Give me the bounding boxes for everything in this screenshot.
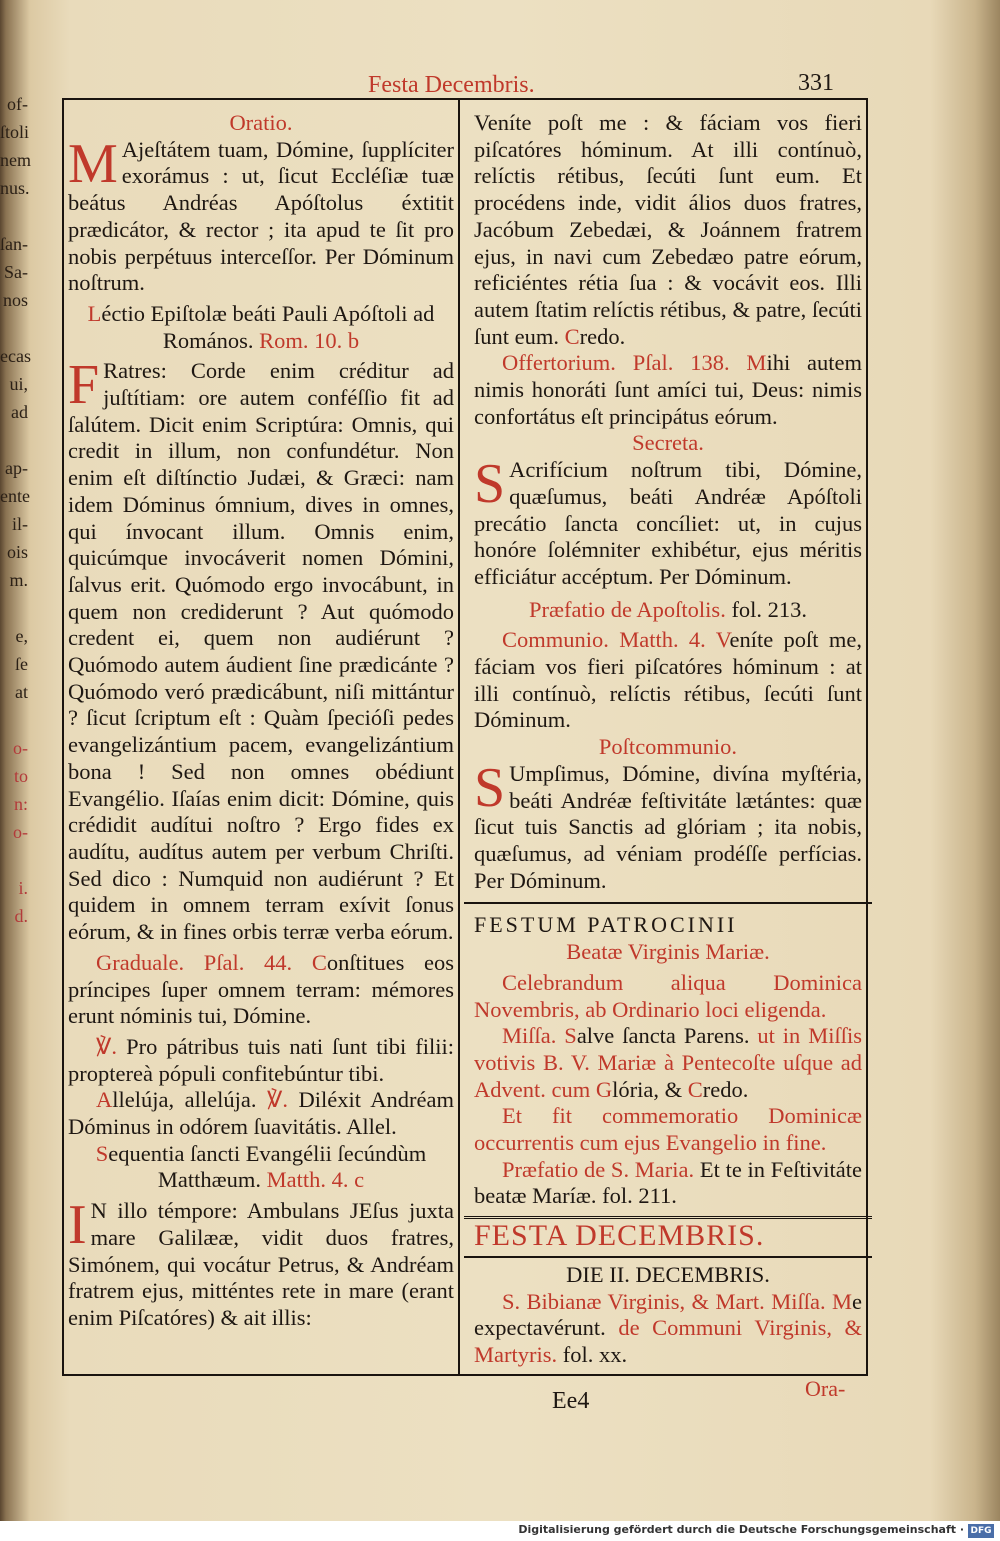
margin-fragment xyxy=(0,426,30,454)
gloria-text: lória, & xyxy=(612,1076,683,1102)
postcommunio-text: Umpſimus, Dómine, divína myſtéria, beáti Andréæ feſtivitáte lætántes: quæ ſicut tuis Sanctis ad glóriam ; ita nobis, quæſumus, ad véniam prodéſſe perfícias. Per Dóminum. xyxy=(474,760,862,893)
margin-fragment: ois xyxy=(6,542,28,562)
missa-paragraph xyxy=(474,1023,862,1103)
credo2-initial: C xyxy=(687,1076,703,1102)
section-rule xyxy=(464,902,872,904)
offertorium-paragraph xyxy=(474,350,862,430)
praefatio2-paragraph xyxy=(474,1157,862,1210)
gospel-cont-text: Veníte poſt me : & fáciam vos fieri piſcatóres hóminum. At illi contínuò, relíctis rétibus, ſecúti ſunt eum. Et procédens inde, vidit álios duos fratres, Jacóbum Zebedæi, & Joánnem fratrem ejus, in navi cum Zebedæo patre eórum, reficiéntes rétia ſua : & vocávit eos. Illi autem ſtatim relíctis rétibus, & patre, ſecúti ſunt eum. xyxy=(474,110,862,349)
bibiana-missa: Miſſa. xyxy=(771,1288,826,1314)
margin-fragment xyxy=(0,314,30,342)
lectio-text: éctio Epiſtolæ beáti Pauli Apóſtoli ad Romános. xyxy=(101,300,435,353)
drop-initial: M xyxy=(68,132,118,195)
epistle-paragraph xyxy=(68,354,454,945)
bibiana-label: S. Bibianæ Virginis, & Mart. xyxy=(502,1288,765,1314)
epistle-text: Ratres: Corde enim créditur ad juſtítiam: ore autem conféſſio fit ad ſalútem. Dicit enim Scriptúra: Omnis, qui credit in illum, non confundétur. Non enim eſt diſtínctio Judæi, & Græci: nam idem Dóminus ómnium, dives in omnes, qui ínvocant illum. Omnis enim, quicúmque invocáverit nomen Dómini, ſalvus erit. Quómodo ergo invocábunt, in quem non crediderunt ? Aut quómodo credent ei, quem non audiérunt ? Quómodo autem áudient ſine prædicánte ? Quómodo veró prædicábunt, niſi mittántur ? ſicut ſcriptum eſt : Quàm ſpecióſi pedes evangelizántium pacem, evangelizántium bona ! Sed non omnes obédiunt Evangélio. Iſaías enim dicit: Dómine, quis crédidit audítui noſtro ? Ergo fides ex audítu, audítus autem per verbum Chriſti. Sed dico : Numquid non audiérunt ? Et quidem in omnem terram exívit ſonus eórum, & in fines orbis terræ verba eórum. xyxy=(68,358,454,945)
margin-fragment: at xyxy=(15,682,28,702)
graduale-label: Graduale. Pſal. 44. xyxy=(96,949,293,975)
missa-text: alve ſancta Parens. xyxy=(576,1023,750,1049)
bibiana-text: e expectavérunt. xyxy=(474,1288,863,1341)
alleluia-paragraph xyxy=(68,1087,454,1140)
graduale-paragraph xyxy=(68,950,454,1030)
margin-fragment: nem xyxy=(0,150,31,170)
bibiana-rubric: de Communi Virginis, & Martyris. xyxy=(474,1315,862,1367)
footer-bar xyxy=(0,1521,1000,1541)
sequentia-text: equentia ſancti Evangélii ſecúndùm Matthæum. xyxy=(108,1140,427,1193)
margin-fragment: ui, xyxy=(9,374,28,394)
section-rule xyxy=(464,1256,872,1258)
offertorium-label: Offertorium. Pſal. 138. xyxy=(502,350,730,376)
margin-fragment: of- xyxy=(7,94,28,114)
credo-initial: C xyxy=(564,323,580,349)
lectio-initial: L xyxy=(87,300,102,326)
alleluia-text: llelúja, allelúja. xyxy=(112,1087,257,1113)
margin-fragment: il- xyxy=(12,514,28,534)
alleluia-versicle-text: Diléxit Andréam Dóminus in odórem ſuavitátis. Allel. xyxy=(68,1087,455,1140)
margin-fragment: ſe xyxy=(15,654,28,674)
offertorium-initial: M xyxy=(746,350,767,376)
sequentia-heading xyxy=(68,1141,454,1194)
drop-initial: I xyxy=(68,1194,87,1257)
bibiana-paragraph xyxy=(474,1289,862,1369)
gospel-continuation xyxy=(474,110,862,350)
oratio-text: Ajeſtátem tuam, Dómine, ſupplíciter exorámus : ut, ſicut Eccléſiæ tuæ beátus Andréas Apóſtolus éxtitit prædicátor, & rector ; ita apud te ſit pro nobis perpétuus interceſſor. Per Dóminum noſtrum. xyxy=(68,136,454,296)
margin-fragment: e, xyxy=(15,626,28,646)
footer-credit: Digitalisierung gefördert durch die Deutsche Forschungsgemeinschaft · xyxy=(518,1523,964,1536)
running-header: Festa Decembris. xyxy=(368,72,535,98)
celebrandum-rubric: Celebrandum aliqua Dominica Novembris, ab Ordinario loci eligenda. xyxy=(474,969,862,1022)
drop-initial: S xyxy=(474,756,506,819)
sequentia-ref: Matth. 4. c xyxy=(266,1167,365,1193)
margin-fragment xyxy=(0,846,30,874)
margin-fragment: ad xyxy=(11,402,28,422)
communio-label: Communio. Matth. 4. xyxy=(502,627,706,653)
praefatio-label: Præfatio de Apoſtolis. xyxy=(528,596,726,622)
margin-fragment: n: xyxy=(13,794,28,814)
drop-initial: S xyxy=(474,453,506,516)
margin-fragment xyxy=(0,202,30,230)
versicle-paragraph xyxy=(68,1034,454,1087)
secreta-heading: Secreta. xyxy=(632,430,704,456)
praefatio2-text: Et te in Feſtivitáte beatæ Maríæ. fol. 211. xyxy=(474,1156,863,1209)
margin-fragment: to xyxy=(13,766,28,786)
communio-initial: V xyxy=(715,627,730,653)
margin-fragment: nus. xyxy=(0,178,30,198)
margin-fragment xyxy=(0,706,30,734)
missa-initial: S xyxy=(564,1023,577,1049)
signature-mark: Ee4 xyxy=(552,1388,590,1414)
sequentia-initial: S xyxy=(95,1140,109,1166)
communio-paragraph xyxy=(474,627,862,734)
margin-fragment: d. xyxy=(14,906,28,926)
dfg-logo-icon: DFG xyxy=(968,1524,994,1538)
column-divider xyxy=(458,98,460,1376)
alleluia-versicle-mark: ℣. xyxy=(266,1087,289,1113)
margin-fragment: ente xyxy=(0,486,30,506)
credo2-text: redo. xyxy=(702,1076,749,1102)
left-column xyxy=(68,110,454,1332)
margin-fragment: o- xyxy=(13,822,28,842)
margin-fragment: o- xyxy=(13,738,28,758)
postcommunio-heading: Poſtcommunio. xyxy=(598,734,738,760)
oratio-paragraph xyxy=(68,132,454,297)
alleluia-initial: A xyxy=(96,1087,113,1113)
gospel-text: N illo témpore: Ambulans JEſus juxta mare Galilææ, vidit duos fratres, Simónem, qui vocátur Petrus, & Andréam fratrem ejus, mitténtes rete in mare (erant enim Piſcatóres) & ait illis: xyxy=(68,1198,454,1330)
festum-title: FESTUM PATROCINII xyxy=(474,912,738,938)
margin-fragment: ecas xyxy=(0,346,31,366)
bibiana-ref: fol. xx. xyxy=(562,1341,628,1367)
versicle-text: Pro pátribus tuis nati ſunt tibi filii: proptereà pópuli confitebúntur tibi. xyxy=(68,1033,454,1086)
left-margin-adjacent-page xyxy=(0,90,31,926)
page-number: 331 xyxy=(798,70,834,96)
margin-fragment xyxy=(0,594,30,622)
margin-fragment: Sa- xyxy=(4,262,28,282)
praefatio2-label: Præfatio de S. Maria. xyxy=(502,1156,695,1182)
missa-rubric: ut in Miſſis votivis B. V. Mariæ à Pentecoſte uſque ad Advent. cum xyxy=(474,1023,862,1102)
bibiana-initial: M xyxy=(832,1288,853,1314)
secreta-text: Acrifícium noſtrum tibi, Dómine, quæſumus, beáti Andréæ Apóſtoli precátio ſancta concíliet: ut, in cujus honóre ſolémniter exhibétur, ejus méritis efficiátur accéptum. Per Dóminum. xyxy=(474,457,862,589)
margin-fragment: ſtoli xyxy=(0,122,30,142)
communio-text: eníte poſt me, fáciam vos fieri piſcatóres hóminum : at illi contínuò, relíctis rétibus, ſecúti ſunt Dóminum. xyxy=(474,627,863,733)
oratio-heading: Oratio. xyxy=(229,110,293,135)
credo-text: redo. xyxy=(579,323,626,349)
margin-fragment: ap- xyxy=(5,458,28,478)
festa-decembris-heading: FESTA DECEMBRIS. xyxy=(474,1219,765,1253)
gospel-paragraph xyxy=(68,1194,454,1332)
lectio-ref: Rom. 10. b xyxy=(259,327,360,353)
praefatio-line xyxy=(474,597,862,624)
catchword: Ora- xyxy=(805,1376,846,1401)
die-heading: DIE II. DECEMBRIS. xyxy=(566,1261,770,1287)
margin-fragment: nos xyxy=(2,290,28,310)
gloria-initial: G xyxy=(595,1076,613,1102)
graduale-initial: C xyxy=(311,949,327,975)
lectio-heading xyxy=(68,301,454,354)
right-column xyxy=(474,110,862,1369)
drop-initial: F xyxy=(68,354,100,417)
offertorium-text: ihi autem nimis honoráti ſunt amíci tui, Deus: nimis confortátus eſt principátus eórum. xyxy=(474,350,862,429)
commemoratio-rubric: Et fit commemoratio Dominicæ occurrentis cum ejus Evangelio in fine. xyxy=(474,1103,862,1156)
versicle-mark: ℣. xyxy=(96,1033,118,1059)
festum-subtitle: Beatæ Virginis Mariæ. xyxy=(566,939,770,965)
secreta-paragraph xyxy=(474,453,862,591)
margin-fragment: ſan- xyxy=(0,234,28,254)
praefatio-ref: fol. 213. xyxy=(731,596,808,622)
postcommunio-paragraph xyxy=(474,756,862,895)
missa-label: Miſſa. xyxy=(502,1023,557,1049)
margin-fragment: m. xyxy=(9,570,28,590)
margin-fragment: i. xyxy=(18,878,28,898)
graduale-text: onſtitues eos príncipes ſuper omnem terram: mémores erunt nóminis tui, Dómine. xyxy=(68,949,454,1029)
